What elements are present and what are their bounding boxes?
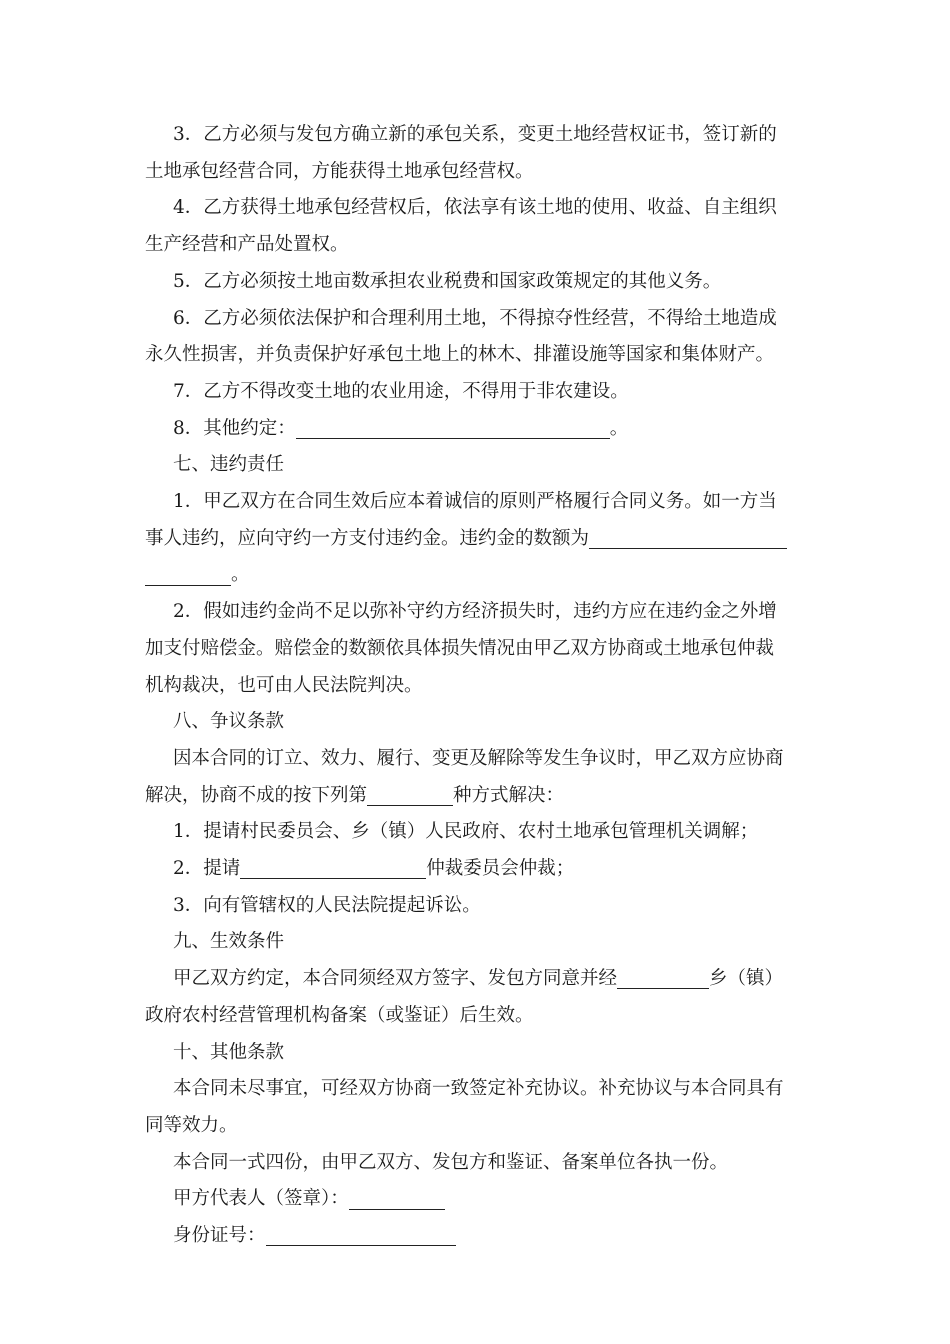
signature-representative [145, 1181, 810, 1218]
section-heading-effect: 九、生效条件 [173, 931, 285, 953]
resolution-method-blank[interactable] [367, 785, 453, 805]
breach-item-1-line-3 [145, 557, 810, 594]
penalty-amount-blank-2[interactable] [145, 565, 231, 585]
arbitration-committee-blank[interactable] [240, 859, 426, 879]
clause-item-7: 7．乙方不得改变土地的农业用途，不得用于非农建设。 [173, 380, 629, 402]
effect-line-2: 政府农村经营管理机构备案（或鉴证）后生效。 [145, 1004, 534, 1026]
dispute-text-a: 解决，协商不成的按下列第 [145, 784, 368, 806]
dispute-text-b: 种方式解决： [453, 784, 565, 806]
signature-id-number [145, 1218, 810, 1255]
breach-item-1-line-1: 1．甲乙双方在合同生效后应本着诚信的原则严格履行合同义务。如一方当 [173, 491, 777, 513]
period-mark: 。 [609, 417, 629, 439]
dispute-item-2-text-a: 2．提请 [173, 858, 241, 880]
clause-item-8 [145, 411, 810, 448]
id-number-blank[interactable] [266, 1226, 456, 1246]
breach-item-1-text: 事人违约，应向守约一方支付违约金。违约金的数额为 [145, 527, 590, 549]
clause-item-3-line-1: 3．乙方必须与发包方确立新的承包关系，变更土地经营权证书，签订新的 [173, 124, 777, 145]
dispute-item-2-text-b: 仲裁委员会仲裁； [426, 858, 575, 880]
dispute-item-2 [145, 851, 810, 888]
dispute-item-1: 1．提请村民委员会、乡（镇）人民政府、农村土地承包管理机关调解； [173, 821, 759, 843]
clause-item-3-line-2: 土地承包经营合同，方能获得土地承包经营权。 [145, 160, 534, 182]
breach-item-2-line-1: 2．假如违约金尚不足以弥补守约方经济损失时，违约方应在违约金之外增 [173, 601, 777, 623]
other-terms-blank[interactable] [296, 418, 610, 438]
dispute-line-2 [145, 778, 810, 815]
breach-item-2-line-3: 机构裁决，也可由人民法院判决。 [145, 674, 423, 696]
clause-item-6-line-2: 永久性损害，并负责保护好承包土地上的林木、排灌设施等国家和集体财产。 [145, 344, 775, 366]
representative-signature-blank[interactable] [349, 1189, 445, 1209]
other-line-2: 同等效力。 [145, 1114, 238, 1136]
representative-label: 甲方代表人（签章）： [173, 1188, 349, 1210]
effect-line-1 [145, 961, 810, 998]
effect-text-b: 乡（镇） [709, 968, 784, 990]
section-heading-breach: 七、违约责任 [173, 454, 285, 476]
contract-body [145, 117, 810, 1255]
breach-item-2-line-2: 加支付赔偿金。赔偿金的数额依具体损失情况由甲乙双方协商或土地承包仲裁 [145, 637, 775, 659]
id-number-label: 身份证号： [173, 1225, 266, 1247]
dispute-item-3: 3．向有管辖权的人民法院提起诉讼。 [173, 894, 481, 916]
clause-item-4-line-1: 4．乙方获得土地承包经营权后，依法享有该土地的使用、收益、自主组织 [173, 197, 777, 219]
clause-item-4-line-2: 生产经营和产品处置权。 [145, 234, 349, 256]
clause-item-6-line-1: 6．乙方必须依法保护和合理利用土地，不得掠夺性经营，不得给土地造成 [173, 307, 777, 329]
clause-item-5: 5．乙方必须按土地亩数承担农业税费和国家政策规定的其他义务。 [173, 270, 722, 292]
period-mark: 。 [231, 564, 250, 586]
township-blank[interactable] [617, 969, 709, 989]
penalty-amount-blank-1[interactable] [589, 528, 787, 548]
section-heading-dispute: 八、争议条款 [173, 711, 285, 733]
effect-text-a: 甲乙双方约定，本合同须经双方签字、发包方同意并经 [173, 968, 618, 990]
item-8-label: 8．其他约定： [173, 417, 296, 439]
breach-item-1-line-2 [145, 521, 810, 558]
other-line-1: 本合同未尽事宜，可经双方协商一致签定补充协议。补充协议与本合同具有 [173, 1078, 784, 1100]
dispute-line-1: 因本合同的订立、效力、履行、变更及解除等发生争议时，甲乙双方应协商 [173, 747, 784, 769]
other-line-3: 本合同一式四份，由甲乙双方、发包方和鉴证、备案单位各执一份。 [173, 1151, 729, 1173]
section-heading-other: 十、其他条款 [173, 1041, 285, 1063]
